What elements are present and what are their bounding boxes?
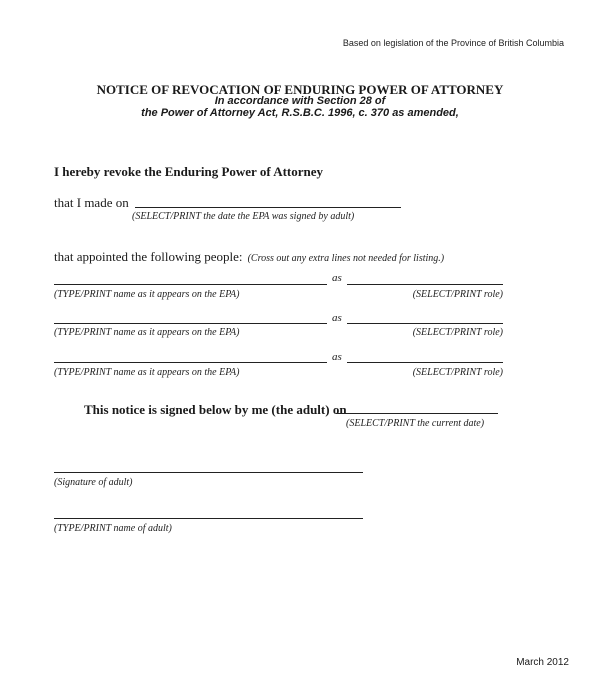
print-name-field[interactable] [54,518,363,519]
signature-hint: (Signature of adult) [54,477,133,488]
attorney-name-field[interactable] [54,323,327,324]
made-on-hint: (SELECT/PRINT the date the EPA was signed by adult) [132,211,355,222]
revoke-statement: I hereby revoke the Enduring Power of Attorney [54,164,324,179]
attorney-name-field[interactable] [54,284,327,285]
attorney-name-field[interactable] [54,362,327,363]
attorney-role-hint: (SELECT/PRINT role) [412,327,503,338]
attorney-role-hint: (SELECT/PRINT role) [412,367,503,378]
attorney-role-field[interactable] [347,284,503,285]
appointed-hint: (Cross out any extra lines not needed for listing.) [247,253,445,264]
made-on-label: that I made on [54,195,129,210]
print-name-hint: (TYPE/PRINT name of adult) [54,523,172,534]
document-subtitle-line-2: the Power of Attorney Act, R.S.B.C. 1996, c. 370 as amended, [141,107,459,119]
signed-statement: This notice is signed below by me (the adult) on [84,402,347,417]
appointed-row [54,246,444,265]
signature-field[interactable] [54,472,363,473]
attorney-as-label: as [332,351,342,363]
footer-date: March 2012 [516,657,569,668]
made-on-date-field[interactable] [135,207,401,208]
appointed-label: that appointed the following people: [54,249,243,264]
attorney-name-hint: (TYPE/PRINT name as it appears on the EPA) [54,327,240,338]
attorney-name-hint: (TYPE/PRINT name as it appears on the EPA) [54,289,240,300]
header-note: Based on legislation of the Province of British Columbia [342,38,564,48]
signed-date-hint: (SELECT/PRINT the current date) [346,418,485,429]
attorney-role-field[interactable] [347,323,503,324]
attorney-name-hint: (TYPE/PRINT name as it appears on the EPA) [54,367,240,378]
attorney-as-label: as [332,272,342,284]
attorney-role-hint: (SELECT/PRINT role) [412,289,503,300]
signed-date-field[interactable] [336,413,498,414]
attorney-as-label: as [332,312,342,324]
document-title: NOTICE OF REVOCATION OF ENDURING POWER OF ATTORNEY [96,82,504,97]
attorney-role-field[interactable] [347,362,503,363]
document-subtitle-line-1: In accordance with Section 28 of [214,95,386,107]
